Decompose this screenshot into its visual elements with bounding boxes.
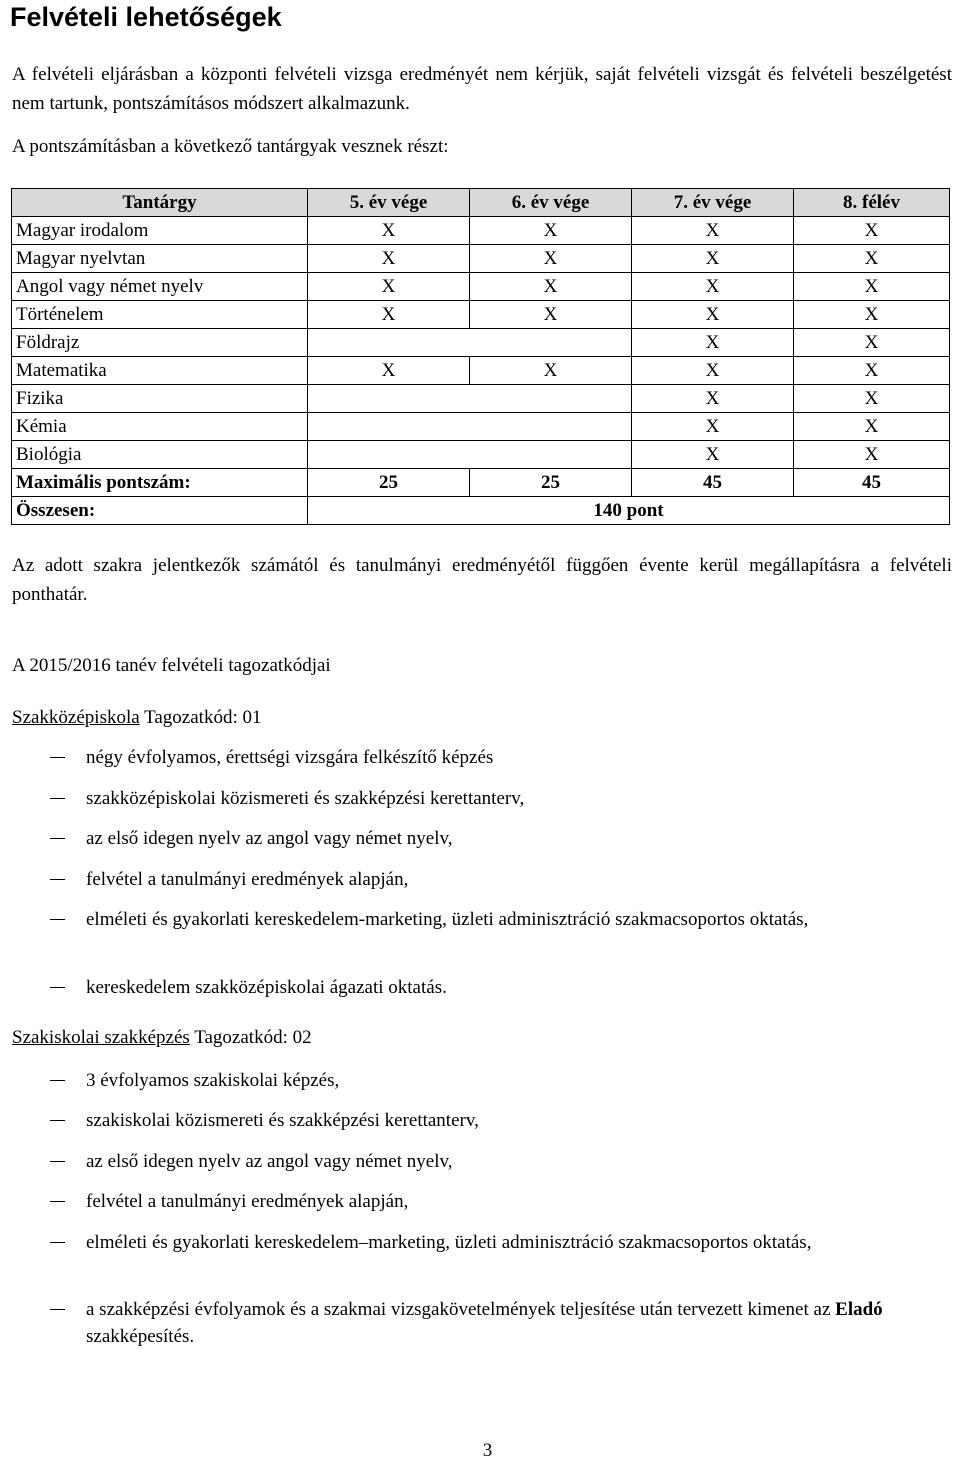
mark-cell: X [308,357,470,385]
subject-cell: Magyar irodalom [12,217,308,245]
table-header-cell: 7. év vége [632,189,794,217]
dash-icon [50,906,86,933]
item-text-bold: Eladó [835,1299,883,1320]
mark-cell: X [470,357,632,385]
mark-cell: X [632,273,794,301]
mark-cell: X [794,385,950,413]
codes-title: A 2015/2016 tanév felvételi tagozatkódjai [12,655,331,676]
mark-cell: X [632,441,794,469]
section1-code: Tagozatkód: 01 [139,707,262,728]
mark-cell [308,385,632,413]
section1-name: Szakközépiskola [12,707,140,728]
subject-cell: Fizika [12,385,308,413]
section2-code: Tagozatkód: 02 [189,1027,312,1048]
mark-cell: X [632,385,794,413]
item-text-part: szakképesítés. [86,1326,195,1347]
dash-icon [50,866,86,893]
list-item: elméleti és gyakorlati kereskedelem-marketing, üzleti adminisztráció szakmacsoportos oktatás, [50,906,920,933]
dash-icon [50,1148,86,1175]
dash-icon [50,1296,86,1350]
max-value: 25 [308,469,470,497]
page-title: Felvételi lehetőségek [10,2,282,32]
mark-cell: X [632,301,794,329]
list-item: szakközépiskolai közismereti és szakképzési kerettanterv, [50,785,920,812]
table-header-row [12,189,950,217]
dash-icon [50,974,86,1001]
table-row [12,413,950,441]
max-value: 45 [794,469,950,497]
mark-cell: X [794,273,950,301]
mark-cell: X [632,245,794,273]
mark-cell: X [794,217,950,245]
dash-icon [50,1188,86,1215]
list-item: 3 évfolyamos szakiskolai képzés, [50,1067,920,1094]
mark-cell: X [632,413,794,441]
table-row [12,273,950,301]
mark-cell: X [308,273,470,301]
section1-heading [12,705,261,731]
mark-cell: X [794,329,950,357]
total-value: 140 pont [308,497,950,525]
mark-cell [308,329,632,357]
table-header-cell: 6. év vége [470,189,632,217]
max-label: Maximális pontszám: [12,469,308,497]
mark-cell: X [308,301,470,329]
table-row [12,245,950,273]
list-item: négy évfolyamos, érettségi vizsgára felkészítő képzés [50,744,920,771]
subject-cell: Történelem [12,301,308,329]
list-item: felvétel a tanulmányi eredmények alapján, [50,1188,920,1215]
subject-cell: Kémia [12,413,308,441]
mark-cell: X [794,357,950,385]
subject-cell: Matematika [12,357,308,385]
mark-cell: X [470,273,632,301]
mark-cell: X [470,301,632,329]
list-item: szakiskolai közismereti és szakképzési kerettanterv, [50,1107,920,1134]
subject-cell: Magyar nyelvtan [12,245,308,273]
intro-subtitle: A pontszámításban a következő tantárgyak vesznek részt: [12,136,449,157]
max-points-row [12,469,950,497]
dash-icon [50,785,86,812]
section2-name: Szakiskolai szakképzés [12,1027,190,1048]
mark-cell: X [632,329,794,357]
max-value: 25 [470,469,632,497]
subject-cell: Angol vagy német nyelv [12,273,308,301]
list-item: az első idegen nyelv az angol vagy német nyelv, [50,825,920,852]
subject-cell: Biológia [12,441,308,469]
points-table [11,188,950,525]
page-number: 3 [482,1440,493,1461]
list-item: felvétel a tanulmányi eredmények alapján, [50,866,920,893]
table-row [12,329,950,357]
mark-cell [308,441,632,469]
mark-cell: X [632,217,794,245]
mark-cell: X [632,357,794,385]
table-row [12,385,950,413]
mark-cell: X [308,245,470,273]
dash-icon [50,1229,86,1256]
section2-heading [12,1025,312,1051]
table-header-cell: 8. félév [794,189,950,217]
mark-cell: X [794,441,950,469]
table-row [12,301,950,329]
dash-icon [50,825,86,852]
mark-cell: X [794,413,950,441]
table-header-cell: 5. év vége [308,189,470,217]
list-item [50,1296,920,1350]
mark-cell: X [470,217,632,245]
subject-cell: Földrajz [12,329,308,357]
table-header-cell: Tantárgy [12,189,308,217]
table-row [12,357,950,385]
mark-cell [308,413,632,441]
total-row [12,497,950,525]
table-row [12,441,950,469]
table-row [12,217,950,245]
list-item: kereskedelem szakközépiskolai ágazati oktatás. [50,974,920,1001]
mark-cell: X [470,245,632,273]
dash-icon [50,1067,86,1094]
mark-cell: X [794,301,950,329]
mark-cell: X [308,217,470,245]
dash-icon [50,744,86,771]
list-item: elméleti és gyakorlati kereskedelem–marketing, üzleti adminisztráció szakmacsoportos oktatás, [50,1229,920,1256]
max-value: 45 [632,469,794,497]
list-item: az első idegen nyelv az angol vagy német nyelv, [50,1148,920,1175]
intro-paragraph: A felvételi eljárásban a központi felvételi vizsga eredményét nem kérjük, saját felvételi vizsgát és felvételi beszélgetést nem tartunk, pontszámításos módszert alkalmazunk. [12,64,952,114]
total-label: Összesen: [12,497,308,525]
dash-icon [50,1107,86,1134]
mark-cell: X [794,245,950,273]
item-text-part: a szakképzési évfolyamok és a szakmai vizsgakövetelmények teljesítése után tervezett kimenet az [86,1299,836,1320]
threshold-paragraph: Az adott szakra jelentkezők számától és tanulmányi eredményétől függően évente kerül megállapításra a felvételi ponthatár. [12,555,952,605]
